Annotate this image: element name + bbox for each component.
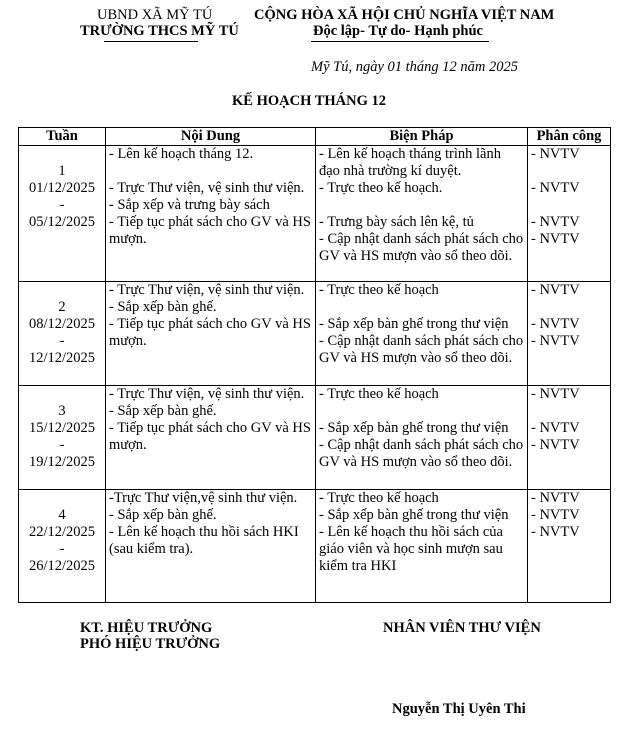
assignment-item: - NVTV: [531, 437, 580, 453]
assignment-cell: [528, 490, 611, 603]
table-row: [19, 490, 611, 603]
assignment-item: - NVTV: [531, 333, 580, 349]
content-cell: [106, 282, 316, 386]
week-line: 08/12/2025: [28, 316, 96, 332]
week-cell: [19, 490, 106, 603]
signature-right-name: Nguyễn Thị Uyên Thi: [392, 701, 526, 717]
week-line: 15/12/2025: [28, 420, 96, 436]
measure-item: - Trực theo kế hoạch.: [319, 180, 443, 196]
week-line: 1: [58, 163, 66, 179]
measure-item: - Lên kế hoạch tháng trình lãnh đạo nhà trường kí duyệt.: [319, 146, 501, 179]
week-line: 3: [58, 403, 66, 419]
assignment-item: - NVTV: [531, 316, 580, 332]
content-item: - Lên kế hoạch thu hồi sách HKI (sau kiểm tra).: [109, 524, 299, 557]
content-cell: [106, 490, 316, 603]
measures-cell: [316, 146, 528, 282]
week-line: 22/12/2025: [28, 524, 96, 540]
week-cell: [19, 282, 106, 386]
week-line: 05/12/2025: [28, 214, 96, 230]
assignment-item: - NVTV: [531, 231, 580, 247]
nation-title: CỘNG HÒA XÃ HỘI CHỦ NGHĨA VIỆT NAM: [254, 7, 555, 23]
content-cell: [106, 386, 316, 490]
measure-item: - Sắp xếp bàn ghế trong thư viện: [319, 316, 509, 332]
assignment-item: - NVTV: [531, 146, 580, 162]
header-content: Nội Dung: [106, 128, 316, 146]
assignment-item: - NVTV: [531, 386, 580, 402]
school-name-underline: [104, 41, 198, 42]
week-cell: [19, 386, 106, 490]
week-line: 4: [58, 507, 66, 523]
content-item: - Sắp xếp bàn ghế.: [109, 507, 217, 523]
signature-right-title: NHÂN VIÊN THƯ VIỆN: [383, 620, 541, 636]
measure-item: - Sắp xếp bàn ghế trong thư viện: [319, 507, 509, 523]
header-measures: Biện Pháp: [316, 128, 528, 146]
table-row: [19, 386, 611, 490]
measure-item: - Trực theo kế hoạch: [319, 282, 439, 298]
week-line: -: [59, 197, 65, 213]
measure-item: - Trực theo kế hoạch: [319, 386, 439, 402]
week-line: 19/12/2025: [28, 454, 96, 470]
assignment-cell: [528, 146, 611, 282]
content-item: - Trực Thư viện, vệ sinh thư viện.: [109, 282, 305, 298]
week-line: 01/12/2025: [28, 180, 96, 196]
week-line: 26/12/2025: [28, 558, 96, 574]
content-item: - Tiếp tục phát sách cho GV và HS mượn.: [109, 420, 311, 453]
assignment-item: - NVTV: [531, 180, 580, 196]
nation-motto-underline: [311, 41, 489, 42]
assignment-item: - NVTV: [531, 490, 580, 506]
org-name: UBND XÃ MỸ TÚ: [97, 7, 213, 23]
content-item: - Tiếp tục phát sách cho GV và HS mượn.: [109, 214, 311, 247]
content-item: - Sắp xếp và trưng bày sách: [109, 197, 270, 213]
week-cell: [19, 146, 106, 282]
measure-item: - Cập nhật danh sách phát sách cho GV và HS mượn vào sổ theo dõi.: [319, 333, 524, 366]
signature-left-title: KT. HIỆU TRƯỞNG: [80, 620, 213, 636]
week-line: 12/12/2025: [28, 350, 96, 366]
header-assignment: Phân công: [528, 128, 611, 146]
measures-cell: [316, 490, 528, 603]
measure-item: - Lên kế hoạch thu hồi sách của giáo viên và học sinh mượn sau kiểm tra HKI: [319, 524, 503, 574]
content-cell: [106, 146, 316, 282]
assignment-item: - NVTV: [531, 524, 580, 540]
content-item: - Sắp xếp bàn ghế.: [109, 299, 217, 315]
week-line: -: [59, 541, 65, 557]
table-row: [19, 282, 611, 386]
measure-item: - Cập nhật danh sách phát sách cho GV và HS mượn vào sổ theo dõi.: [319, 437, 524, 470]
week-line: 2: [58, 299, 66, 315]
content-item: - Lên kế hoạch tháng 12.: [109, 146, 254, 162]
assignment-item: - NVTV: [531, 507, 580, 523]
plan-table: [18, 127, 611, 603]
content-item: - Tiếp tục phát sách cho GV và HS mượn.: [109, 316, 311, 349]
measures-cell: [316, 386, 528, 490]
measures-cell: [316, 282, 528, 386]
assignment-item: - NVTV: [531, 282, 580, 298]
document-title: KẾ HOẠCH THÁNG 12: [232, 93, 387, 109]
content-item: -Trực Thư viện,vệ sinh thư viện.: [109, 490, 298, 506]
measure-item: - Cập nhật danh sách phát sách cho GV và HS mượn vào sổ theo dõi.: [319, 231, 524, 264]
assignment-item: - NVTV: [531, 420, 580, 436]
signature-left-subtitle: PHÓ HIỆU TRƯỞNG: [80, 636, 221, 652]
assignment-item: - NVTV: [531, 214, 580, 230]
measure-item: - Sắp xếp bàn ghế trong thư viện: [319, 420, 509, 436]
week-line: -: [59, 333, 65, 349]
date-line: Mỹ Tú, ngày 01 tháng 12 năm 2025: [311, 59, 519, 75]
table-header-row: [19, 128, 611, 146]
table-row: [19, 146, 611, 282]
content-item: - Trực Thư viện, vệ sinh thư viện.: [109, 386, 305, 402]
header-week: Tuần: [19, 128, 106, 146]
assignment-cell: [528, 386, 611, 490]
measure-item: - Trưng bày sách lên kệ, tủ: [319, 214, 474, 230]
school-name: TRƯỜNG THCS MỸ TÚ: [80, 23, 239, 39]
week-line: -: [59, 437, 65, 453]
measure-item: - Trực theo kế hoạch: [319, 490, 439, 506]
nation-motto: Độc lập- Tự do- Hạnh phúc: [313, 23, 483, 39]
content-item: - Trực Thư viện, vệ sinh thư viện.: [109, 180, 305, 196]
content-item: - Sắp xếp bàn ghế.: [109, 403, 217, 419]
assignment-cell: [528, 282, 611, 386]
